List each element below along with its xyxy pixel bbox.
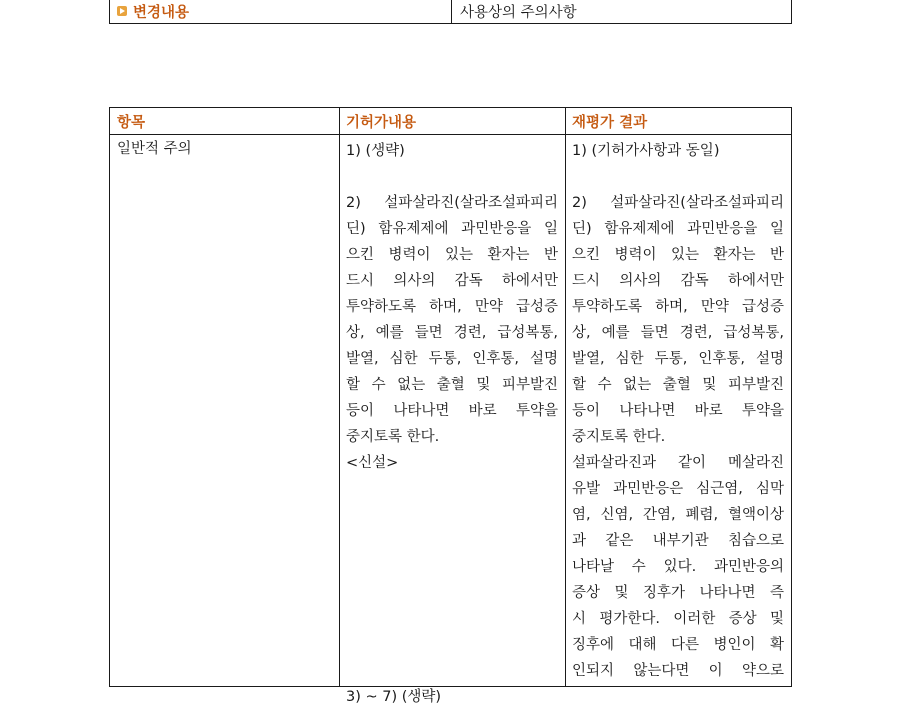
- item-cell: [117, 136, 332, 162]
- reeval-para-3-line: 과 같은 내부기관 침습으로: [572, 533, 784, 549]
- column-divider: [565, 108, 566, 686]
- prev-para-2-line: 등이 나타나면 바로 투약을: [346, 403, 558, 419]
- prev-para-2-line: 상, 예를 들면 경련, 급성복통,: [346, 325, 558, 341]
- change-label: 변경내용: [133, 5, 190, 21]
- item-name: 일반적 주의: [117, 141, 192, 157]
- change-summary-table: [109, 0, 792, 24]
- prev-para-2-line: 발열, 심한 두통, 인후통, 설명: [346, 351, 558, 367]
- reeval-para-2-line: 투약하도록 하며, 만약 급성증: [572, 299, 784, 315]
- reeval-para-3-line: 증상 및 징후가 나타나면 즉: [572, 585, 784, 601]
- reeval-para-3-line: 인되지 않는다면 이 약으로: [572, 663, 784, 679]
- reeval-para-2-line: 드시 의사의 감독 하에서만: [572, 273, 784, 289]
- prev-para-2-line: 딘) 함유제제에 과민반응을 일: [346, 221, 558, 237]
- prev-para-2-line: 투약하도록 하며, 만약 급성증: [346, 299, 558, 315]
- play-bullet-icon: [117, 6, 127, 16]
- column-divider: [339, 108, 340, 686]
- reeval-para-2-line: 할 수 없는 출혈 및 피부발진: [572, 377, 784, 393]
- prev-para-2-line: 중지토록 한다.: [346, 429, 440, 445]
- header-item: 항목: [117, 114, 146, 131]
- reeval-para-2-line: 으킨 병력이 있는 환자는 반: [572, 247, 784, 263]
- prev-para-2-line: 할 수 없는 출혈 및 피부발진: [346, 377, 558, 393]
- new-tag: <신설>: [346, 455, 399, 471]
- reeval-para-3-line: 나타날 수 있다. 과민반응의: [572, 559, 784, 575]
- previous-approval-cell: [346, 138, 558, 710]
- reevaluation-cell: [572, 138, 784, 684]
- header-reevaluation: 재평가 결과: [572, 114, 648, 131]
- prev-para-2-line: 드시 의사의 감독 하에서만: [346, 273, 558, 289]
- comparison-table: [109, 107, 792, 705]
- reeval-para-2-line: 딘) 함유제제에 과민반응을 일: [572, 221, 784, 237]
- prev-para-3: 3) ~ 7) (생략): [346, 689, 442, 705]
- reeval-para-2-line: 등이 나타나면 바로 투약을: [572, 403, 784, 419]
- header-previous-approval: 기허가내용: [346, 114, 417, 131]
- change-value-cell: [452, 0, 791, 23]
- reeval-para-2-line: 발열, 심한 두통, 인후통, 설명: [572, 351, 784, 367]
- reeval-para-3-line: 시 평가한다. 이러한 증상 및: [572, 611, 784, 627]
- prev-para-1: 1) (생략): [346, 143, 405, 159]
- reeval-para-3-line: 염, 신염, 간염, 폐렴, 혈액이상: [572, 507, 784, 523]
- change-label-cell: [110, 0, 452, 23]
- prev-para-2-line: 으킨 병력이 있는 환자는 반: [346, 247, 558, 263]
- prev-para-2-line: 2) 설파살라진(살라조설파피리: [346, 195, 558, 211]
- reeval-para-3-line: 유발 과민반응은 심근염, 심막: [572, 481, 784, 497]
- reeval-para-3-line: 징후에 대해 다른 병인이 확: [572, 637, 784, 653]
- reeval-para-2-line: 2) 설파살라진(살라조설파피리: [572, 195, 784, 211]
- reeval-para-1: 1) (기허가사항과 동일): [572, 143, 720, 159]
- reeval-para-2-line: 상, 예를 들면 경련, 급성복통,: [572, 325, 784, 341]
- reeval-para-3-line: 설파살라진과 같이 메살라진: [572, 455, 784, 471]
- header-divider: [110, 134, 791, 135]
- reeval-para-2-line: 중지토록 한다.: [572, 429, 666, 445]
- change-value: 사용상의 주의사항: [460, 5, 577, 21]
